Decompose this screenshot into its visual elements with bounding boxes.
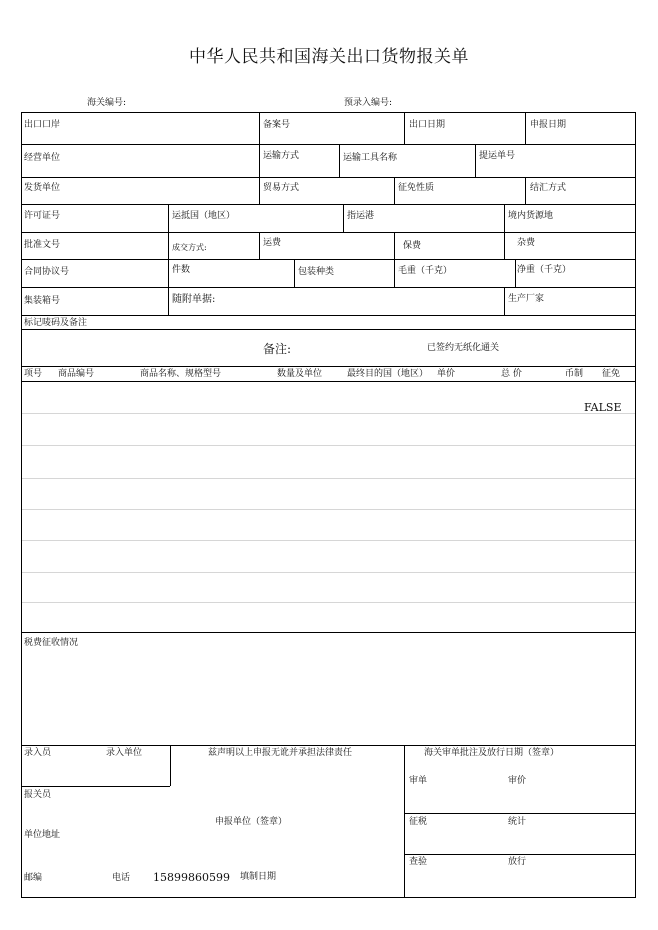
customs-approval-title: 海关审单批注及放行日期（签章） [424,748,560,758]
col-unit-price: 单价 [437,369,456,379]
price-review-label: 审价 [508,776,527,786]
col-currency: 币制 [565,369,584,379]
page-title: 中华人民共和国海关出口货物报关单 [189,47,469,67]
contract-no-label: 合同协议号 [24,267,70,277]
approval-no-label: 批准文号 [24,240,61,250]
exemption-nature-label: 征免性质 [398,183,435,193]
port-label: 出口口岸 [24,120,61,130]
entry-unit-label: 录入单位 [106,748,143,758]
declarant-label: 报关员 [24,790,52,800]
pieces-label: 件数 [172,265,191,275]
col-name-spec: 商品名称、规格型号 [140,369,222,379]
col-exemption: 征免 [602,369,621,379]
declare-unit-sign-label: 申报单位（签章） [215,817,288,827]
unit-address-label: 单位地址 [24,830,61,840]
statistics-label: 统计 [508,817,527,827]
net-weight-label: 净重（千克） [517,265,572,275]
gross-weight-label: 毛重（千克） [398,266,453,276]
deal-mode-label: 成交方式: [172,243,207,252]
col-total-price: 总 价 [501,369,522,379]
phone-label: 电话 [112,873,131,883]
transport-mode-label: 运输方式 [263,151,300,161]
postcode-label: 邮编 [24,873,43,883]
entry-clerk-label: 录入员 [24,748,52,758]
marks-label: 标记唛码及备注 [24,318,88,328]
domestic-source-label: 境内货源地 [508,211,554,221]
declare-date-label: 申报日期 [530,120,567,130]
preentry-no-label: 预录入编号: [344,98,393,108]
package-label: 包装种类 [298,267,335,277]
col-code: 商品编号 [58,369,95,379]
goods-value: FALSE [584,401,622,414]
manufacturer-label: 生产厂家 [508,294,545,304]
dest-country-label: 运抵国（地区） [172,211,236,221]
record-no-label: 备案号 [263,120,291,130]
freight-label: 运费 [263,238,282,248]
bill-no-label: 提运单号 [479,151,516,161]
fill-date-label: 填制日期 [240,872,277,882]
col-final-dest: 最终目的国（地区） [347,369,429,379]
misc-fee-label: 杂费 [517,238,536,248]
container-no-label: 集装箱号 [24,296,61,306]
vehicle-name-label: 运输工具名称 [343,153,398,163]
phone-value: 15899860599 [153,871,230,884]
dest-port-label: 指运港 [347,211,375,221]
license-no-label: 许可证号 [24,211,61,221]
settlement-label: 结汇方式 [530,183,567,193]
col-item-no: 项号 [24,369,43,379]
remarks-label: 备注: [263,342,292,356]
docs-label: 随附单据: [172,294,216,305]
inspection-label: 查验 [409,857,428,867]
export-date-label: 出口日期 [409,120,446,130]
release-label: 放行 [508,857,527,867]
insurance-label: 保费 [403,241,422,251]
review-label: 审单 [409,776,428,786]
tax-levy-label: 征税 [409,817,428,827]
col-qty-unit: 数量及单位 [277,369,323,379]
shipper-label: 发货单位 [24,183,61,193]
customs-no-label: 海关编号: [87,98,127,108]
tax-label: 税费征收情况 [24,638,79,648]
trade-mode-label: 贸易方式 [263,183,300,193]
business-unit-label: 经营单位 [24,153,61,163]
declaration-text: 兹声明以上申报无讹并承担法律责任 [208,748,353,758]
remarks-text: 已签约无纸化通关 [427,343,500,353]
